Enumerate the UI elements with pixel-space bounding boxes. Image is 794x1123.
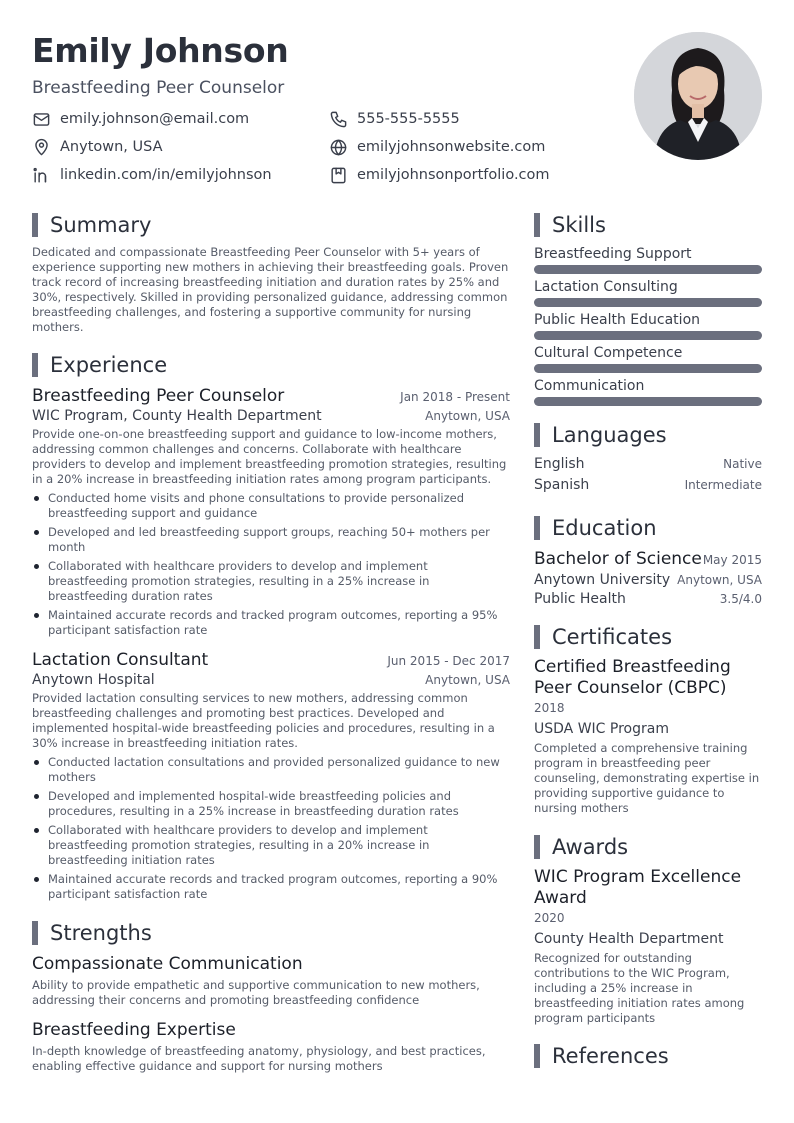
awards-heading	[534, 834, 762, 860]
education-heading	[534, 515, 762, 541]
strength-text: Ability to provide empathetic and supportive communication to new mothers, addressing their concerns and promoting breastfeeding confidence	[32, 978, 480, 1007]
section-accent-bar	[32, 353, 38, 377]
skills-list	[534, 246, 762, 406]
certificate-issuer: USDA WIC Program	[534, 721, 669, 737]
school-name: Anytown University	[534, 572, 671, 588]
school-location: Anytown, USA	[677, 573, 762, 587]
linkedin-icon	[32, 166, 51, 185]
section-accent-bar	[534, 213, 540, 237]
phone-icon	[329, 110, 348, 129]
list-item: Conducted home visits and phone consultations to provide personalized breastfeeding support and guidance	[32, 491, 510, 521]
job-bullets	[32, 491, 510, 638]
list-item: Maintained accurate records and tracked program outcomes, reporting a 90% participant satisfaction rate	[32, 872, 510, 902]
languages-list	[534, 456, 762, 498]
portfolio-text: emilyjohnsonportfolio.com	[357, 167, 550, 183]
job-bullets	[32, 755, 510, 902]
languages-heading-text: Languages	[552, 423, 667, 447]
job-organization: Anytown Hospital	[32, 672, 155, 688]
job-description: Provided lactation consulting services to new mothers, addressing common breastfeeding challenges and promoting best practices. Developed and implemented hospital-wide breastfeeding policies and procedures, resulting in a 30% increase in breastfeeding initiation rates.	[32, 691, 495, 750]
education-heading-text: Education	[552, 516, 657, 540]
section-accent-bar	[534, 1044, 540, 1068]
skill-level-bar	[534, 298, 762, 307]
globe-icon	[329, 138, 348, 157]
field-row	[534, 591, 762, 607]
strength-title: Breastfeeding Expertise	[32, 1020, 236, 1040]
section-accent-bar	[32, 921, 38, 945]
website-text: emilyjohnsonwebsite.com	[357, 139, 546, 155]
field-of-study: Public Health	[534, 591, 626, 607]
degree-name: Bachelor of Science	[534, 549, 702, 569]
summary-heading	[32, 212, 510, 238]
awards-heading-text: Awards	[552, 835, 629, 859]
email-text: emily.johnson@email.com	[60, 111, 250, 127]
skill-label: Communication	[534, 378, 645, 394]
references-heading	[534, 1043, 762, 1069]
award-entry	[534, 867, 762, 1026]
contact-linkedin[interactable]	[32, 165, 272, 185]
strengths-heading-text: Strengths	[50, 921, 152, 945]
skill-level-bar	[534, 265, 762, 274]
contact-list	[32, 109, 612, 193]
list-item: Maintained accurate records and tracked program outcomes, reporting a 95% participant satisfaction rate	[32, 608, 510, 638]
skill-level-bar	[534, 397, 762, 406]
job-title: Breastfeeding Peer Counselor	[32, 386, 285, 406]
job-entry	[32, 650, 510, 902]
strength-title: Compassionate Communication	[32, 954, 303, 974]
language-name: English	[534, 456, 585, 472]
skill-label: Lactation Consulting	[534, 279, 678, 295]
list-item: Collaborated with healthcare providers to develop and implement breastfeeding promotion strategies, resulting in a 25% increase in breastfeeding duration rates	[32, 559, 510, 604]
skill-label: Public Health Education	[534, 312, 701, 328]
summary-heading-text: Summary	[50, 213, 152, 237]
strength-text: In-depth knowledge of breastfeeding anatomy, physiology, and best practices, enabling effective guidance and support for nursing mothers	[32, 1044, 486, 1073]
section-accent-bar	[534, 423, 540, 447]
mail-icon	[32, 110, 51, 129]
job-subheader	[32, 408, 510, 424]
degree-row	[534, 549, 762, 569]
job-entry	[32, 386, 510, 638]
award-description: Recognized for outstanding contributions to the WIC Program, including a 25% increase in breastfeeding initiation rates among program participants	[534, 951, 745, 1025]
section-accent-bar	[534, 516, 540, 540]
location-text: Anytown, USA	[60, 139, 163, 155]
references-heading-text: References	[552, 1044, 669, 1068]
experience-heading	[32, 352, 510, 378]
strengths-heading	[32, 920, 510, 946]
experience-heading-text: Experience	[50, 353, 168, 377]
job-description: Provide one-on-one breastfeeding support and guidance to low-income mothers, addressing common challenges and concerns. Collaborate with healthcare providers to develop and implement breastfeeding promotion strategies, resulting in a 20% increase in breastfeeding initiation rates among program participants.	[32, 427, 507, 486]
gpa: 3.5/4.0	[719, 592, 762, 606]
languages-heading	[534, 422, 762, 448]
language-name: Spanish	[534, 477, 590, 493]
job-organization: WIC Program, County Health Department	[32, 408, 322, 424]
job-location: Anytown, USA	[425, 409, 510, 423]
location-pin-icon	[32, 138, 51, 157]
award-issuer: County Health Department	[534, 931, 724, 947]
strength-item	[32, 954, 510, 1008]
section-accent-bar	[534, 835, 540, 859]
left-column	[32, 212, 510, 1074]
section-accent-bar	[534, 625, 540, 649]
degree-date: May 2015	[702, 553, 762, 567]
portfolio-bookmark-icon	[329, 166, 348, 185]
list-item: Developed and implemented hospital-wide breastfeeding policies and procedures, resulting in a 25% increase in breastfeeding duration rates	[32, 789, 510, 819]
language-level: Native	[723, 457, 762, 471]
skill-label: Cultural Competence	[534, 345, 683, 361]
phone-text: 555-555-5555	[357, 111, 460, 127]
candidate-title: Breastfeeding Peer Counselor	[32, 78, 285, 98]
language-row	[534, 456, 762, 477]
list-item: Conducted lactation consultations and provided personalized guidance to new mothers	[32, 755, 510, 785]
award-year: 2020	[534, 911, 565, 925]
certificate-title: Certified Breastfeeding Peer Counselor (CBPC)	[534, 657, 731, 698]
job-location: Anytown, USA	[425, 673, 510, 687]
contact-phone[interactable]	[329, 109, 460, 129]
language-level: Intermediate	[684, 478, 762, 492]
job-header	[32, 386, 510, 406]
certificate-year: 2018	[534, 701, 565, 715]
skills-heading-text: Skills	[552, 213, 606, 237]
list-item: Collaborated with healthcare providers to develop and implement breastfeeding promotion strategies, resulting in a 20% increase in breastfeeding initiation rates	[32, 823, 510, 868]
skill-level-bar	[534, 364, 762, 373]
job-dates: Jun 2015 - Dec 2017	[387, 654, 510, 668]
certificate-description: Completed a comprehensive training program in breastfeeding peer counseling, demonstrating expertise in providing supportive guidance to nursing mothers	[534, 741, 760, 815]
job-title: Lactation Consultant	[32, 650, 209, 670]
certificates-heading	[534, 624, 762, 650]
job-dates: Jan 2018 - Present	[400, 390, 510, 404]
right-column	[534, 212, 762, 1069]
contact-email[interactable]	[32, 109, 249, 129]
skill-level-bar	[534, 331, 762, 340]
summary-text: Dedicated and compassionate Breastfeeding Peer Counselor with 5+ years of experience supporting new mothers in achieving their breastfeeding goals. Proven track record of increasing breastfeeding initiation and duration rates by 25% and 30%, respectively. Skilled in providing personalized guidance, addressing common breastfeeding challenges, and fostering a supportive community for nursing mothers.	[32, 245, 509, 334]
profile-photo	[634, 32, 762, 160]
contact-portfolio[interactable]	[329, 165, 550, 185]
certificate-entry	[534, 657, 762, 816]
award-title: WIC Program Excellence Award	[534, 867, 742, 908]
resume-header	[32, 30, 612, 193]
education-entry	[534, 549, 762, 607]
contact-website[interactable]	[329, 137, 545, 157]
contact-location	[32, 137, 163, 157]
job-subheader	[32, 672, 510, 688]
certificates-heading-text: Certificates	[552, 625, 673, 649]
strength-item	[32, 1020, 510, 1074]
job-header	[32, 650, 510, 670]
candidate-name: Emily Johnson	[32, 31, 289, 70]
skill-label: Breastfeeding Support	[534, 246, 692, 262]
language-row	[534, 477, 762, 498]
skills-heading	[534, 212, 762, 238]
linkedin-text: linkedin.com/in/emilyjohnson	[60, 167, 272, 183]
section-accent-bar	[32, 213, 38, 237]
list-item: Developed and led breastfeeding support groups, reaching 50+ mothers per month	[32, 525, 510, 555]
school-row	[534, 572, 762, 588]
